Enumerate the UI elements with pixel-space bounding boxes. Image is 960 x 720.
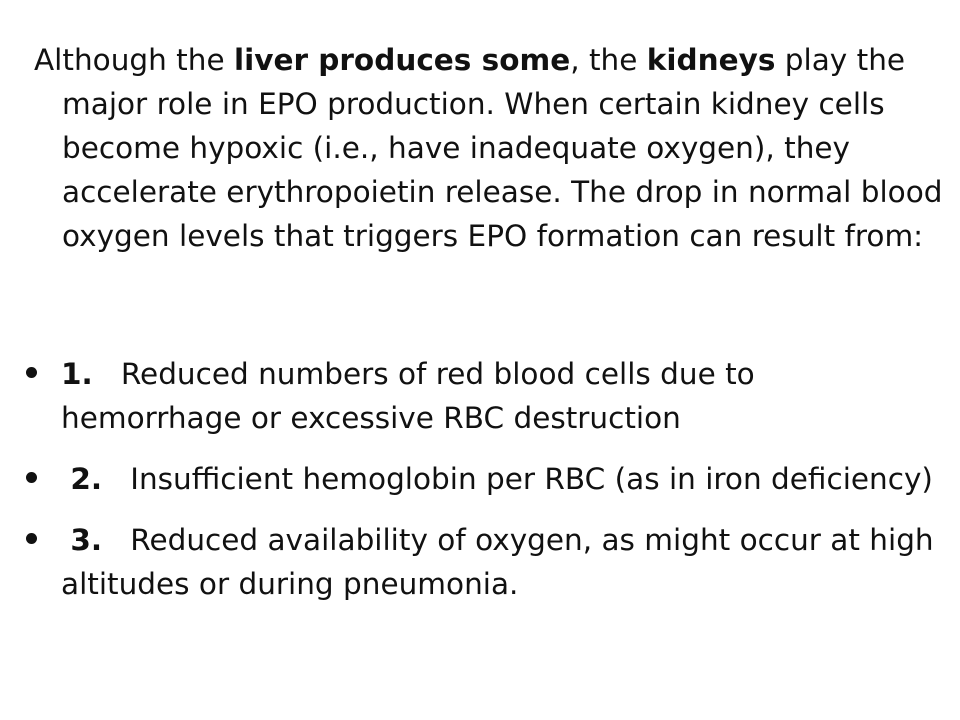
bullet-icon: [26, 533, 37, 544]
item-number: 1.: [61, 357, 93, 391]
list-item: [24, 457, 944, 501]
bullet-icon: [26, 367, 37, 378]
intro-paragraph: [34, 38, 960, 258]
cause-list: [24, 352, 944, 623]
item-text: Reduced numbers of red blood cells due to hemorrhage or excessive RBC destruction: [61, 357, 755, 435]
intro-text-end: play the major role in EPO production. When certain kidney cells become hypoxic (i.e., have inadequate oxygen), they accelerate erythropoietin release. The drop in normal blood oxygen levels that triggers EPO formation can result from:: [62, 43, 943, 253]
intro-bold-liver: liver produces some: [233, 43, 571, 77]
intro-bold-kidneys: kidneys: [646, 43, 776, 77]
intro-text-start: Although the: [34, 43, 234, 77]
item-number: 3.: [70, 523, 103, 557]
list-item: [24, 352, 944, 440]
list-item: [24, 518, 944, 606]
intro-text-middle: , the: [570, 43, 647, 77]
item-text: Insufficient hemoglobin per RBC (as in iron deficiency): [130, 462, 933, 496]
item-text: Reduced availability of oxygen, as might occur at high altitudes or during pneumonia.: [61, 523, 934, 601]
item-number: 2.: [70, 462, 103, 496]
bullet-icon: [26, 472, 37, 483]
